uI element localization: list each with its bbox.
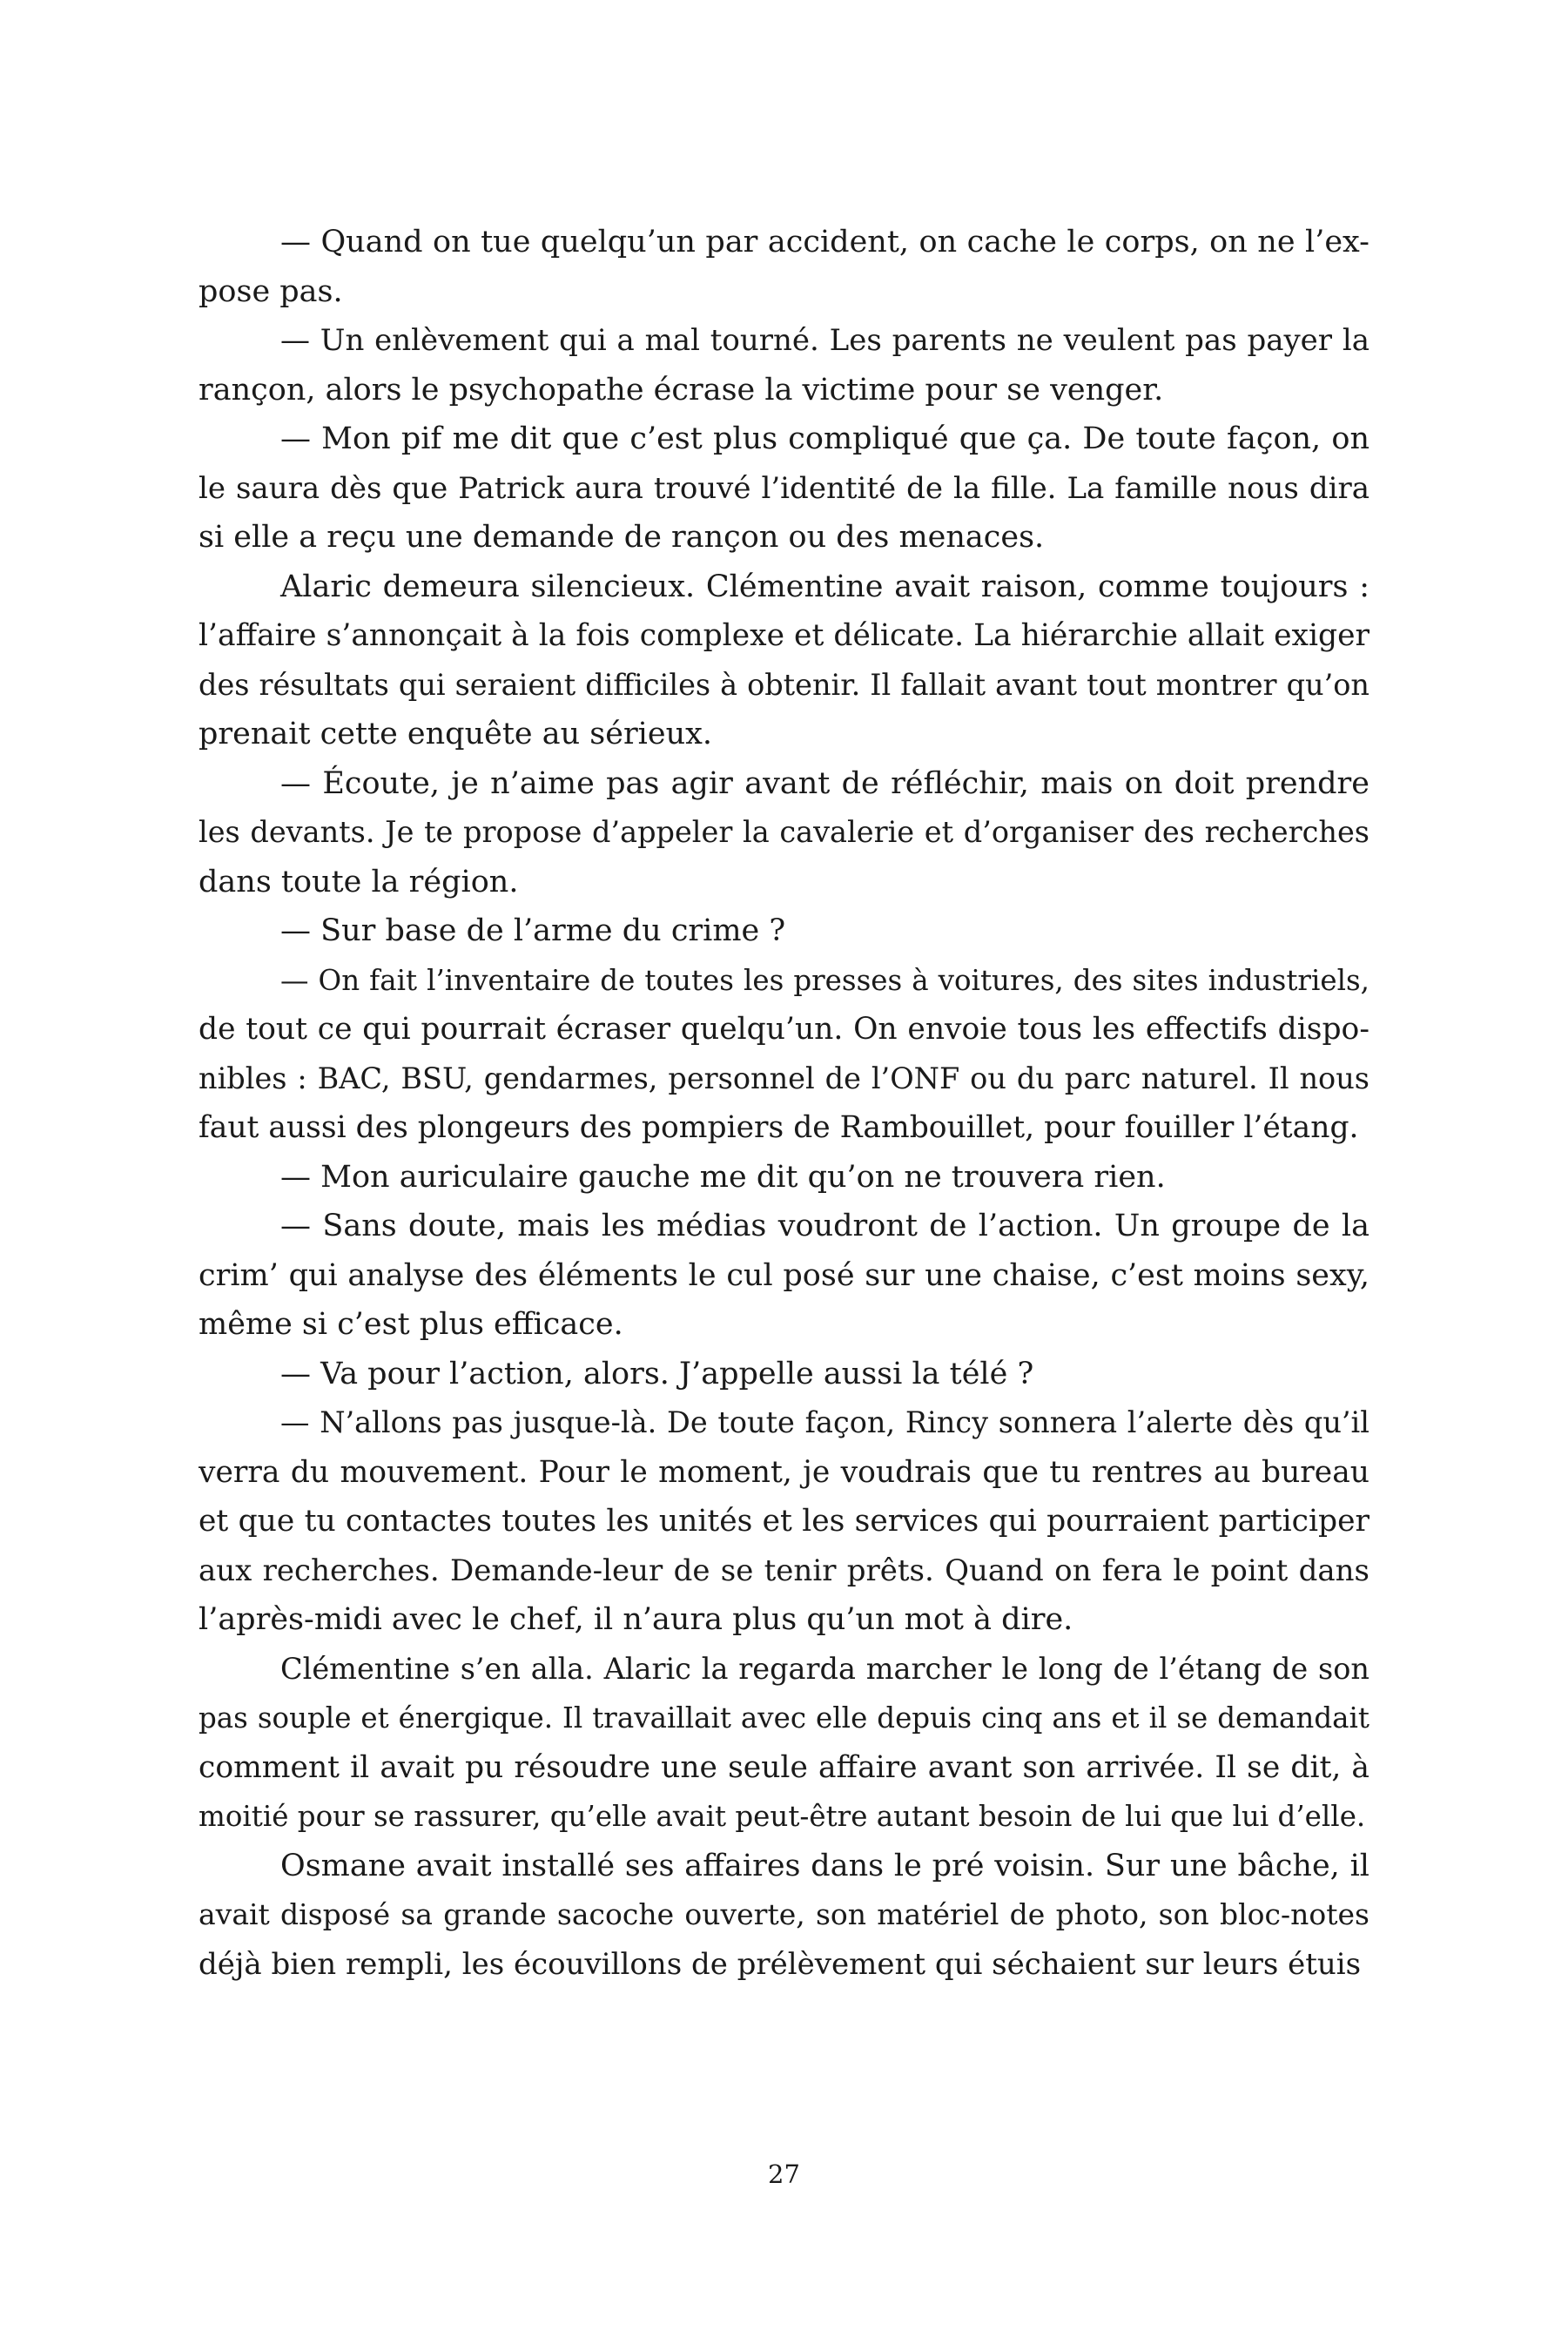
body-text <box>199 218 1369 1989</box>
text-line: aux recherches. Demande-leur de se tenir prêts. Quand on fera le point dans <box>199 1553 1369 1588</box>
text-line: — N’allons pas jusque-là. De toute façon, Rincy sonnera l’alerte dès qu’il <box>280 1405 1369 1439</box>
text-line: avait disposé sa grande sacoche ouverte, son matériel de photo, son bloc-notes <box>199 1897 1369 1931</box>
text-line: Clémentine s’en alla. Alaric la regarda marcher le long de l’étang de son <box>280 1651 1369 1686</box>
text-line: Alaric demeura silencieux. Clémentine avait raison, comme toujours : <box>280 569 1369 604</box>
text-line: de tout ce qui pourrait écraser quelqu’un. On envoie tous les effectifs dispo- <box>199 1012 1369 1047</box>
text-line: les devants. Je te propose d’appeler la cavalerie et d’organiser des recherches <box>199 815 1369 849</box>
text-line: dans toute la région. <box>199 864 519 899</box>
text-line: même si c’est plus efficace. <box>199 1307 623 1342</box>
text-line: déjà bien rempli, les écouvillons de prélèvement qui séchaient sur leurs étuis <box>199 1946 1362 1982</box>
text-line: faut aussi des plongeurs des pompiers de Rambouillet, pour fouiller l’étang. <box>199 1110 1359 1145</box>
text-line: pas souple et énergique. Il travaillait avec elle depuis cinq ans et il se demandait <box>199 1701 1369 1735</box>
text-line: le saura dès que Patrick aura trouvé l’identité de la fille. La famille nous dira <box>199 470 1369 506</box>
text-line: verra du mouvement. Pour le moment, je voudrais que tu rentres au bureau <box>199 1454 1369 1490</box>
text-line: prenait cette enquête au sérieux. <box>199 717 712 751</box>
text-line: — Sur base de l’arme du crime ? <box>280 913 786 948</box>
text-line: — On fait l’inventaire de toutes les presses à voitures, des sites industriels, <box>280 963 1369 997</box>
text-line: Osmane avait installé ses affaires dans le pré voisin. Sur une bâche, il <box>280 1848 1369 1883</box>
text-line: — Mon pif me dit que c’est plus compliqué que ça. De toute façon, on <box>280 421 1369 456</box>
text-line: — Sans doute, mais les médias voudront de l’action. Un groupe de la <box>280 1209 1369 1243</box>
page-number: 27 <box>768 2159 800 2189</box>
text-line: — Quand on tue quelqu’un par accident, on cache le corps, on ne l’ex- <box>280 225 1369 259</box>
text-line: — Un enlèvement qui a mal tourné. Les parents ne veulent pas payer la <box>280 323 1369 358</box>
text-line: l’affaire s’annonçait à la fois complexe et délicate. La hiérarchie allait exiger <box>199 618 1369 653</box>
text-line: l’après-midi avec le chef, il n’aura plus qu’un mot à dire. <box>199 1602 1073 1637</box>
text-line: et que tu contactes toutes les unités et les services qui pourraient participer <box>199 1504 1369 1539</box>
text-line: si elle a reçu une demande de rançon ou des menaces. <box>199 520 1045 555</box>
text-line: — Va pour l’action, alors. J’appelle aussi la télé ? <box>280 1356 1034 1391</box>
text-line: pose pas. <box>199 273 343 309</box>
text-line: — Mon auriculaire gauche me dit qu’on ne trouvera rien. <box>280 1159 1166 1195</box>
text-line: nibles : BAC, BSU, gendarmes, personnel de l’ONF ou du parc naturel. Il nous <box>199 1061 1369 1095</box>
text-line: rançon, alors le psychopathe écrase la victime pour se venger. <box>199 372 1164 408</box>
text-line: moitié pour se rassurer, qu’elle avait peut-être autant besoin de lui que lui d’elle. <box>199 1800 1366 1833</box>
text-line: des résultats qui seraient difficiles à obtenir. Il fallait avant tout montrer qu’on <box>199 667 1369 702</box>
text-line: — Écoute, je n’aime pas agir avant de réfléchir, mais on doit prendre <box>280 765 1369 801</box>
text-line: crim’ qui analyse des éléments le cul posé sur une chaise, c’est moins sexy, <box>199 1257 1369 1293</box>
text-line: comment il avait pu résoudre une seule affaire avant son arrivée. Il se dit, à <box>199 1749 1369 1785</box>
